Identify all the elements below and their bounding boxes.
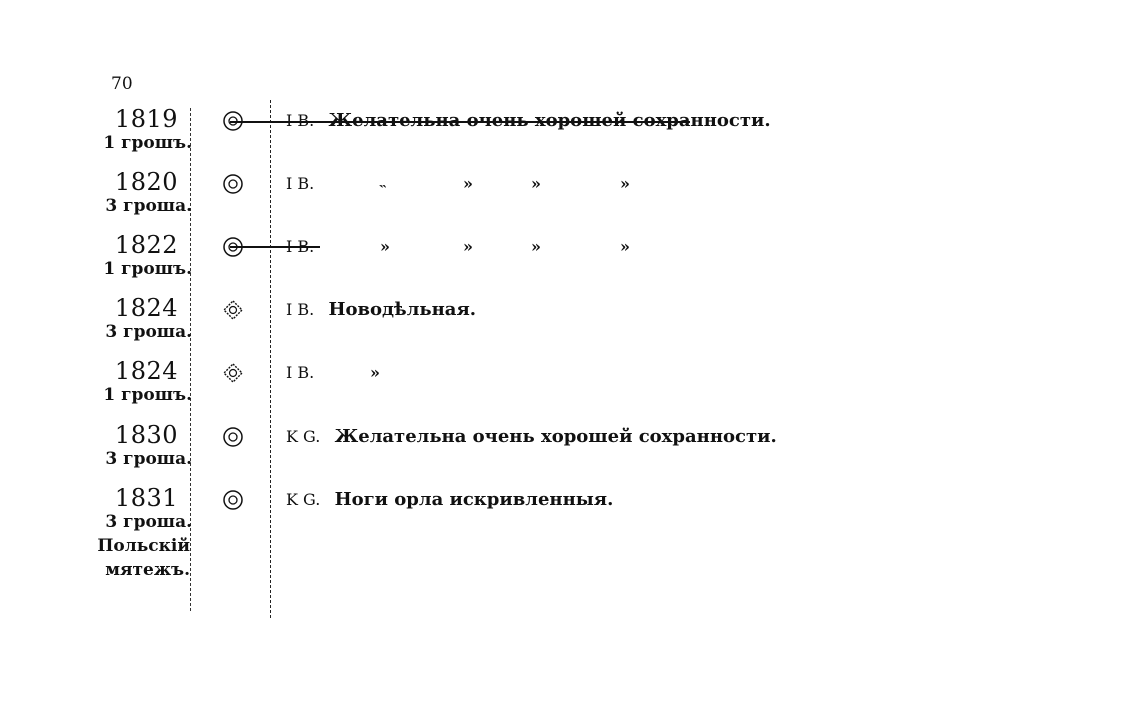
entry-description (286, 173, 322, 194)
description-text: Желательна очень хорошей сохранности. (328, 110, 771, 131)
entry-year: 1824 (114, 294, 178, 322)
strikethrough-line (230, 121, 690, 123)
entry-description (286, 299, 476, 320)
entry-denomination: 3 гроша. (105, 512, 192, 532)
entry-description (286, 362, 322, 383)
catalog-entry-1820 (0, 168, 1140, 228)
entry-year: 1831 (114, 484, 178, 512)
circle-dot-icon (222, 173, 244, 195)
entry-note-line: мятежъ. (105, 560, 190, 580)
catalog-entry-1819 (0, 105, 1140, 165)
entry-denomination: 1 грошъ. (103, 133, 192, 153)
mint-mark: K G. (286, 427, 321, 446)
entry-description (286, 489, 613, 510)
mint-mark: I B. (286, 174, 315, 193)
description-text: Желательна очень хорошей сохранности. (334, 426, 777, 447)
ditto-mark: » (463, 174, 473, 193)
mint-mark: I B. (286, 300, 315, 319)
entry-year: 1830 (114, 421, 178, 449)
ditto-mark: ˵ (380, 174, 386, 193)
entry-denomination: 1 грошъ. (103, 259, 192, 279)
description-text: Ноги орла искривленныя. (334, 489, 614, 510)
strikethrough-line (230, 246, 320, 248)
entry-denomination: 3 гроша. (105, 322, 192, 342)
mint-mark: I B. (286, 363, 315, 382)
catalog-entry-1830 (0, 421, 1140, 481)
catalog-entry-1824-3 (0, 294, 1140, 354)
ditto-mark: » (531, 174, 541, 193)
mint-mark: I B. (286, 111, 315, 130)
diamond-dot-icon (222, 299, 244, 321)
entry-year: 1824 (114, 357, 178, 385)
entry-year: 1820 (114, 168, 178, 196)
circle-dot-icon (222, 426, 244, 448)
ditto-mark: » (370, 363, 380, 382)
entry-denomination: 3 гроша. (105, 449, 192, 469)
catalog-entry-1822 (0, 231, 1140, 291)
entry-denomination: 1 грошъ. (103, 385, 192, 405)
entry-year: 1822 (114, 231, 178, 259)
catalog-entry-1824-1 (0, 357, 1140, 417)
page-number: 70 (111, 74, 133, 94)
description-text: Новодѣльная. (328, 299, 477, 320)
circle-dot-icon (222, 489, 244, 511)
entry-note-line: Польскій (97, 536, 190, 556)
entry-year: 1819 (114, 105, 178, 133)
entry-description (286, 426, 777, 447)
diamond-dot-icon (222, 362, 244, 384)
ditto-mark: » (380, 237, 390, 256)
ditto-mark: » (531, 237, 541, 256)
ditto-mark: » (620, 237, 630, 256)
mint-mark: K G. (286, 490, 321, 509)
ditto-mark: » (620, 174, 630, 193)
mint-mark: I B. (286, 237, 315, 256)
entry-denomination: 3 гроша. (105, 196, 192, 216)
catalog-entry-1831 (0, 484, 1140, 584)
ditto-mark: » (463, 237, 473, 256)
